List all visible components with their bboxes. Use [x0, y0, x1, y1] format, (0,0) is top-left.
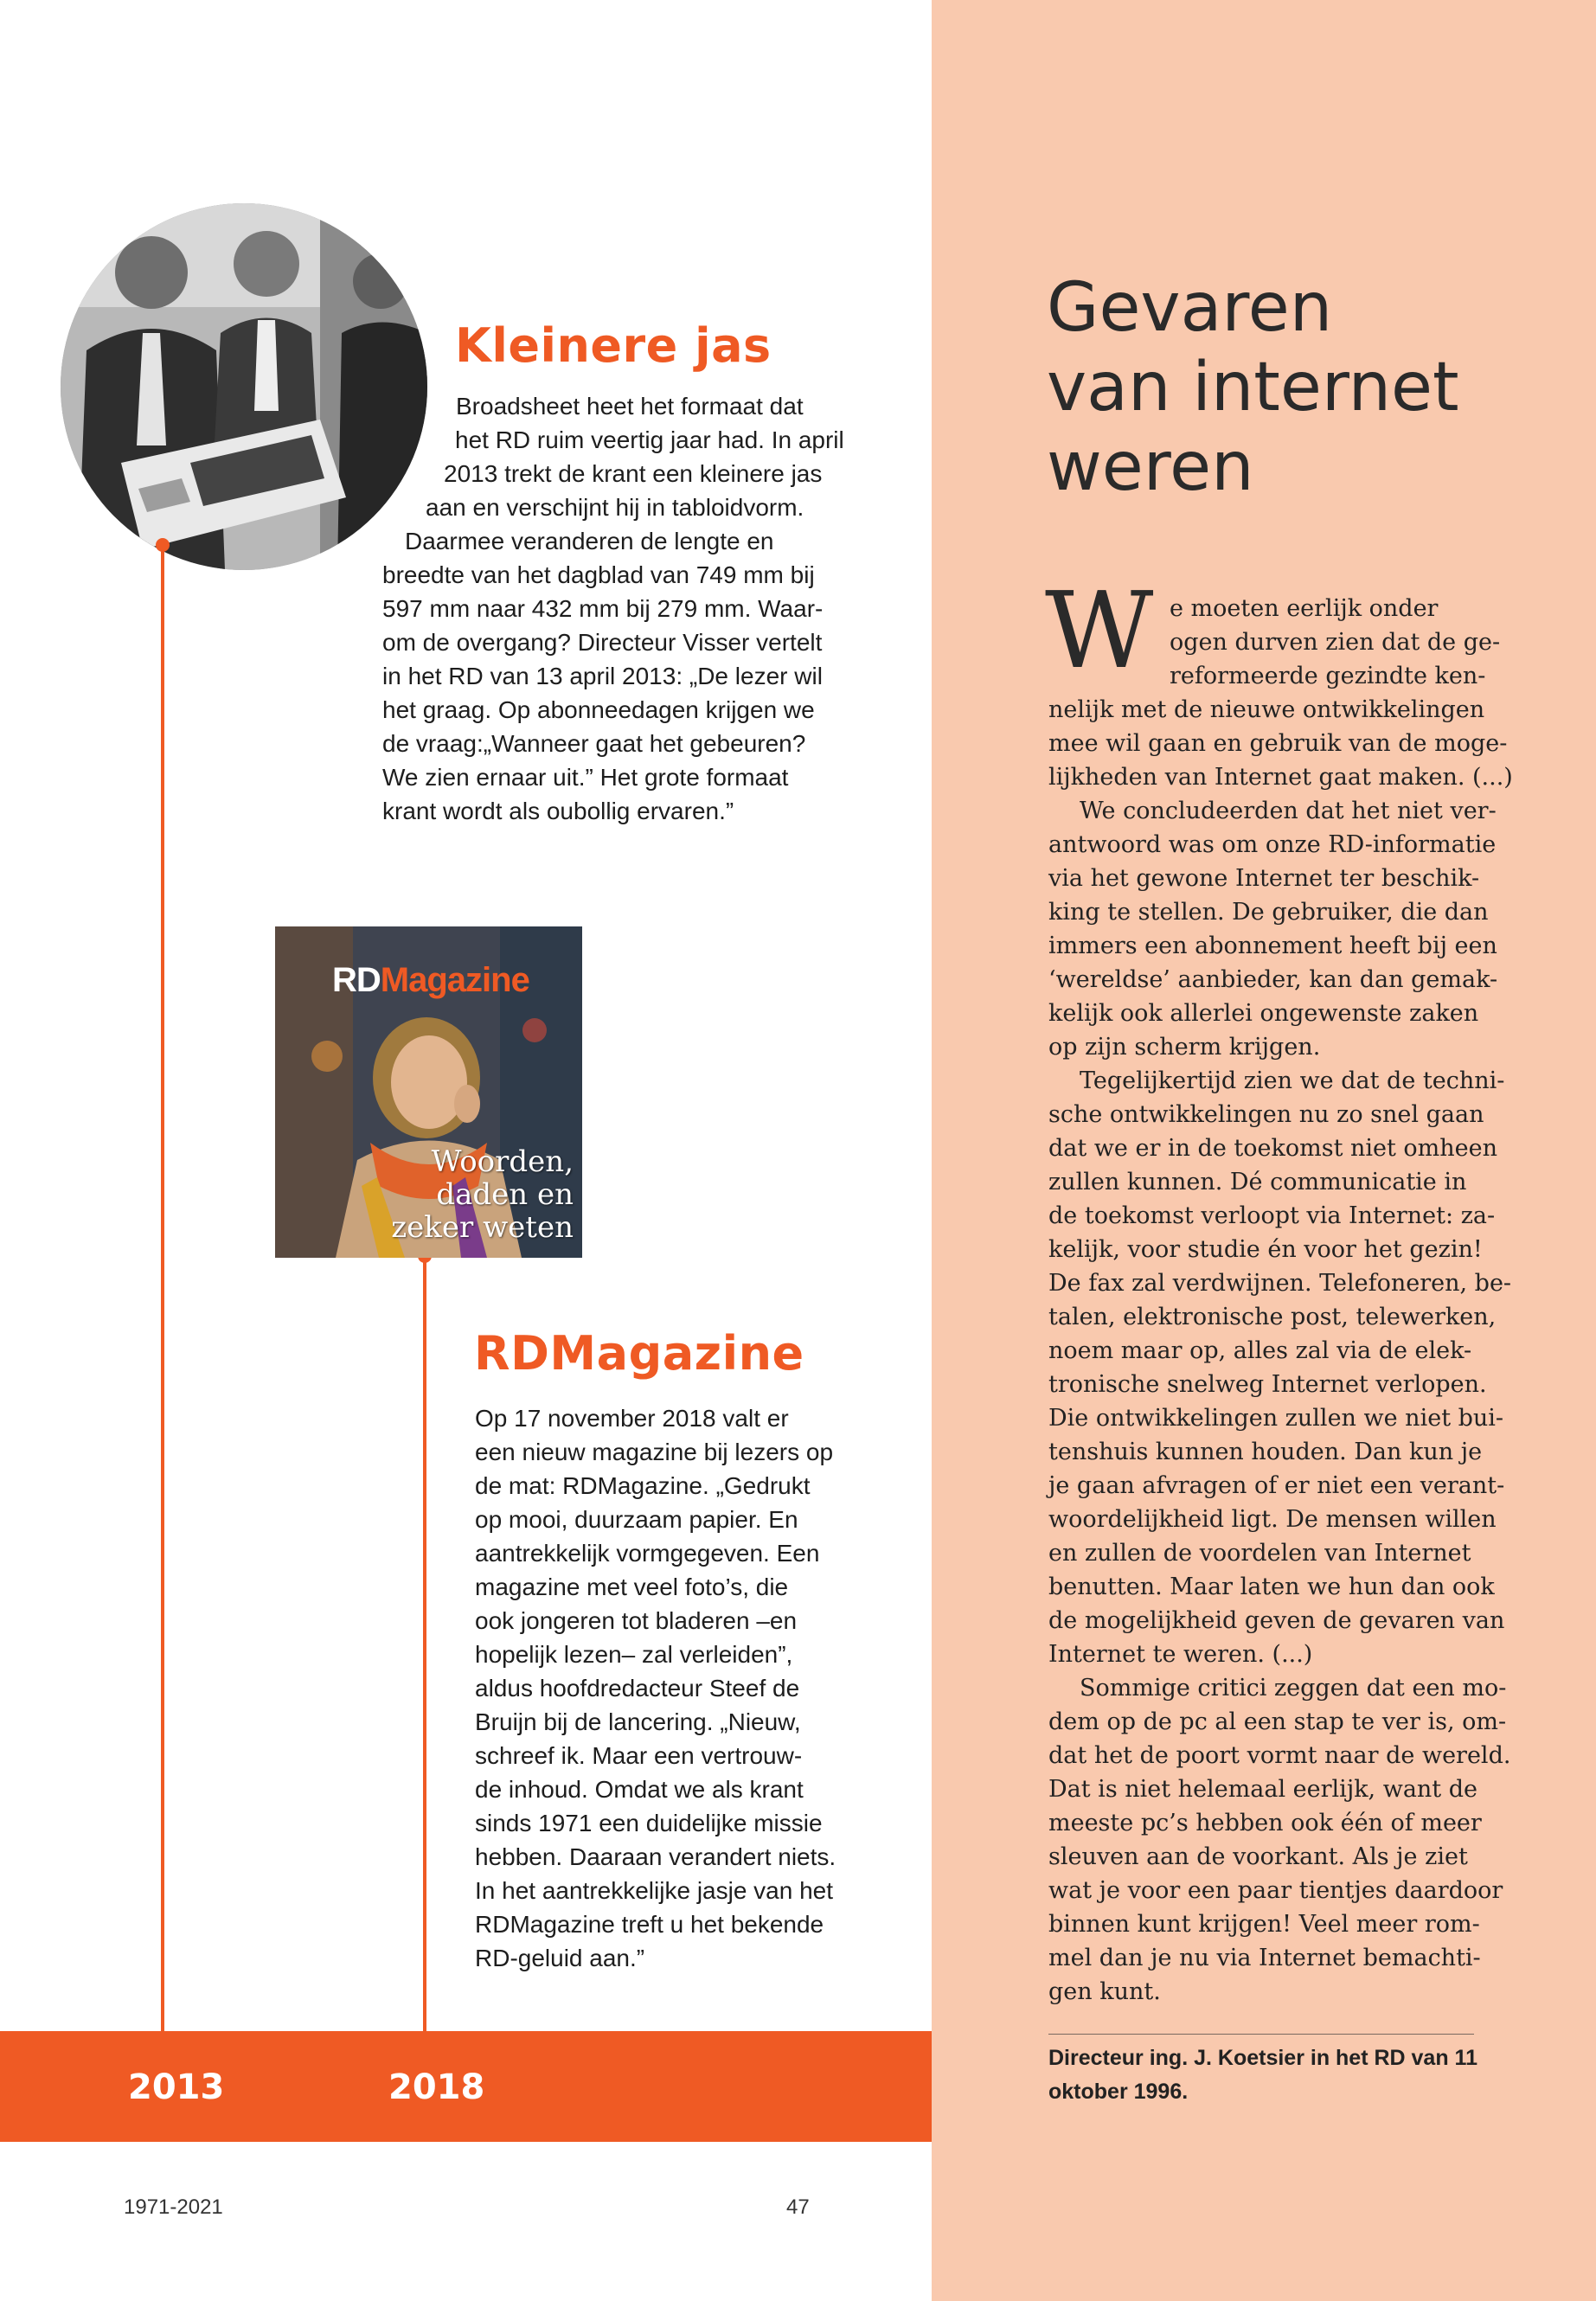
quote-line: je gaan afvragen of er niet een verant- — [1048, 1472, 1505, 1499]
article1-line: krant wordt als oubollig ervaren.” — [382, 798, 734, 824]
quote-line: tronische snelweg Internet verlopen. — [1048, 1371, 1487, 1398]
quote-line: dem op de pc al een stap te ver is, om- — [1048, 1708, 1507, 1735]
quote-line: Die ontwikkelingen zullen we niet bui- — [1048, 1405, 1504, 1432]
article2-line: hebben. Daaraan verandert niets. — [475, 1843, 836, 1870]
article1-line: het graag. Op abonneedagen krijgen we — [382, 696, 815, 723]
quote-dropcap: W — [1045, 569, 1154, 692]
quote-title — [1047, 268, 1459, 507]
quote-line: dat het de poort vormt naar de wereld. — [1048, 1742, 1511, 1769]
quote-line: Internet te weren. (...) — [1048, 1641, 1313, 1668]
quote-line: immers een abonnement heeft bij een — [1048, 933, 1497, 959]
article2-line: een nieuw magazine bij lezers op — [475, 1439, 834, 1465]
article-heading-rdmagazine: RDMagazine — [474, 1326, 804, 1381]
article2-line: Bruijn bij de lancering. „Nieuw, — [475, 1708, 801, 1735]
article2-line: de inhoud. Omdat we als krant — [475, 1776, 804, 1803]
attribution-line: Directeur ing. J. Koetsier in het RD van 11 — [1048, 2046, 1477, 2070]
article2-line: ook jongeren tot bladeren –en — [475, 1607, 798, 1634]
quote-line: meeste pc’s hebben ook één of meer — [1048, 1810, 1482, 1836]
article1-line: aan en verschijnt hij in tabloidvorm. — [426, 494, 804, 521]
quote-line: op zijn scherm krijgen. — [1048, 1034, 1321, 1061]
quote-line: via het gewone Internet ter beschik- — [1048, 865, 1480, 892]
quote-line: nelijk met de nieuwe ontwikkelingen — [1048, 696, 1485, 723]
quote-line: ‘wereldse’ aanbieder, kan dan gemak- — [1048, 966, 1498, 993]
quote-line: kelijk ook allerlei ongewenste zaken — [1048, 1000, 1479, 1027]
quote-line: ogen durven zien dat de ge- — [1170, 629, 1501, 656]
quote-line: reformeerde gezindte ken- — [1170, 663, 1486, 689]
quote-line: We concludeerden dat het niet ver- — [1080, 798, 1497, 824]
quote-line: sche ontwikkelingen nu zo snel gaan — [1048, 1101, 1484, 1128]
attribution-divider — [1048, 2034, 1474, 2035]
page-number: 47 — [786, 2195, 810, 2219]
quote-line: noem maar op, alles zal via de elek- — [1048, 1337, 1472, 1364]
quote-line: talen, elektronische post, telewerken, — [1048, 1304, 1497, 1330]
article1-line: We zien ernaar uit.” Het grote formaat — [382, 764, 789, 791]
quote-line: sleuven aan de voorkant. Als je ziet — [1048, 1843, 1468, 1870]
article1-line: de vraag:„Wanneer gaat het gebeuren? — [382, 730, 806, 757]
attribution-line: oktober 1996. — [1048, 2080, 1189, 2104]
article2-line: In het aantrekkelijke jasje van het — [475, 1877, 834, 1904]
quote-line: dat we er in de toekomst niet omheen — [1048, 1135, 1498, 1162]
article2-line: aantrekkelijk vormgegeven. Een — [475, 1540, 820, 1567]
quote-line: mee wil gaan en gebruik van de moge- — [1048, 730, 1508, 757]
cover-masthead-prefix: RD — [332, 961, 381, 999]
article1-line: Broadsheet heet het formaat dat — [456, 393, 804, 420]
cover-tagline: Woorden, daden en zeker weten — [391, 1144, 574, 1245]
quote-line: king te stellen. De gebruiker, die dan — [1048, 899, 1489, 926]
timeline-line-2013 — [161, 545, 164, 2033]
quote-line: antwoord was om onze RD-informatie — [1048, 831, 1497, 858]
quote-title-line: weren — [1047, 428, 1254, 506]
quote-line: en zullen de voordelen van Internet — [1048, 1540, 1471, 1567]
quote-line: de toekomst verloopt via Internet: za- — [1048, 1202, 1496, 1229]
quote-line: e moeten eerlijk onder — [1170, 595, 1439, 622]
article2-line: aldus hoofdredacteur Steef de — [475, 1675, 800, 1702]
article2-line: schreef ik. Maar een vertrouw- — [475, 1742, 803, 1769]
article2-line: hopelijk lezen– zal verleiden”, — [475, 1641, 793, 1668]
article1-line: 2013 trekt de krant een kleinere jas — [444, 460, 823, 487]
quote-line: woordelijkheid ligt. De mensen willen — [1048, 1506, 1497, 1533]
article1-line: Daarmee veranderen de lengte en — [405, 528, 774, 554]
article2-line: op mooi, duurzaam papier. En — [475, 1506, 798, 1533]
cover-masthead — [332, 961, 529, 1000]
quote-line: benutten. Maar laten we hun dan ook — [1048, 1574, 1495, 1600]
quote-line: Sommige critici zeggen dat een mo- — [1080, 1675, 1507, 1702]
quote-line: wat je voor een paar tientjes daardoor — [1048, 1877, 1503, 1904]
quote-line: gen kunt. — [1048, 1978, 1161, 2005]
year-2018: 2018 — [388, 2067, 485, 2107]
article-heading-kleinere-jas: Kleinere jas — [455, 318, 772, 373]
year-2013: 2013 — [128, 2067, 225, 2107]
article1-line: in het RD van 13 april 2013: „De lezer wil — [382, 663, 823, 689]
quote-line: tenshuis kunnen houden. Dan kun je — [1048, 1439, 1483, 1465]
quote-line: Tegelijkertijd zien we dat de techni- — [1080, 1067, 1505, 1094]
quote-line: binnen kunt krijgen! Veel meer rom- — [1048, 1911, 1480, 1938]
quote-title-line: van internet — [1047, 349, 1459, 426]
cover-masthead-suffix: Magazine — [380, 961, 529, 999]
quote-line: De fax zal verdwijnen. Telefoneren, be- — [1048, 1270, 1512, 1297]
article1-line: 597 mm naar 432 mm bij 279 mm. Waar- — [382, 595, 824, 622]
rdmagazine-cover — [275, 926, 582, 1258]
article1-line: om de overgang? Directeur Visser vertelt — [382, 629, 823, 656]
quote-line: zullen kunnen. Dé communicatie in — [1048, 1169, 1467, 1195]
article2-line: RDMagazine treft u het bekende — [475, 1911, 824, 1938]
timeline-line-2018 — [423, 1256, 426, 2033]
timeline-dot-2013 — [156, 538, 170, 552]
article2-line: de mat: RDMagazine. „Gedrukt — [475, 1472, 811, 1499]
quote-line: Dat is niet helemaal eerlijk, want de — [1048, 1776, 1478, 1803]
quote-line: de mogelijkheid geven de gevaren van — [1048, 1607, 1505, 1634]
newspaper-photo — [61, 203, 427, 570]
article2-line: RD-geluid aan.” — [475, 1945, 645, 1971]
quote-line: mel dan je nu via Internet bemachti- — [1048, 1945, 1481, 1971]
article2-line: sinds 1971 een duidelijke missie — [475, 1810, 823, 1836]
article1-line: het RD ruim veertig jaar had. In april — [455, 426, 844, 453]
article2-line: Op 17 november 2018 valt er — [475, 1405, 789, 1432]
quote-attribution — [1048, 2041, 1477, 2109]
quote-title-line: Gevaren — [1047, 269, 1333, 347]
article1-line: breedte van het dagblad van 749 mm bij — [382, 561, 815, 588]
quote-line: lijkheden van Internet gaat maken. (...) — [1048, 764, 1513, 791]
article2-line: magazine met veel foto’s, die — [475, 1574, 789, 1600]
quote-line: kelijk, voor studie én voor het gezin! — [1048, 1236, 1483, 1263]
footer-range: 1971-2021 — [124, 2195, 223, 2219]
